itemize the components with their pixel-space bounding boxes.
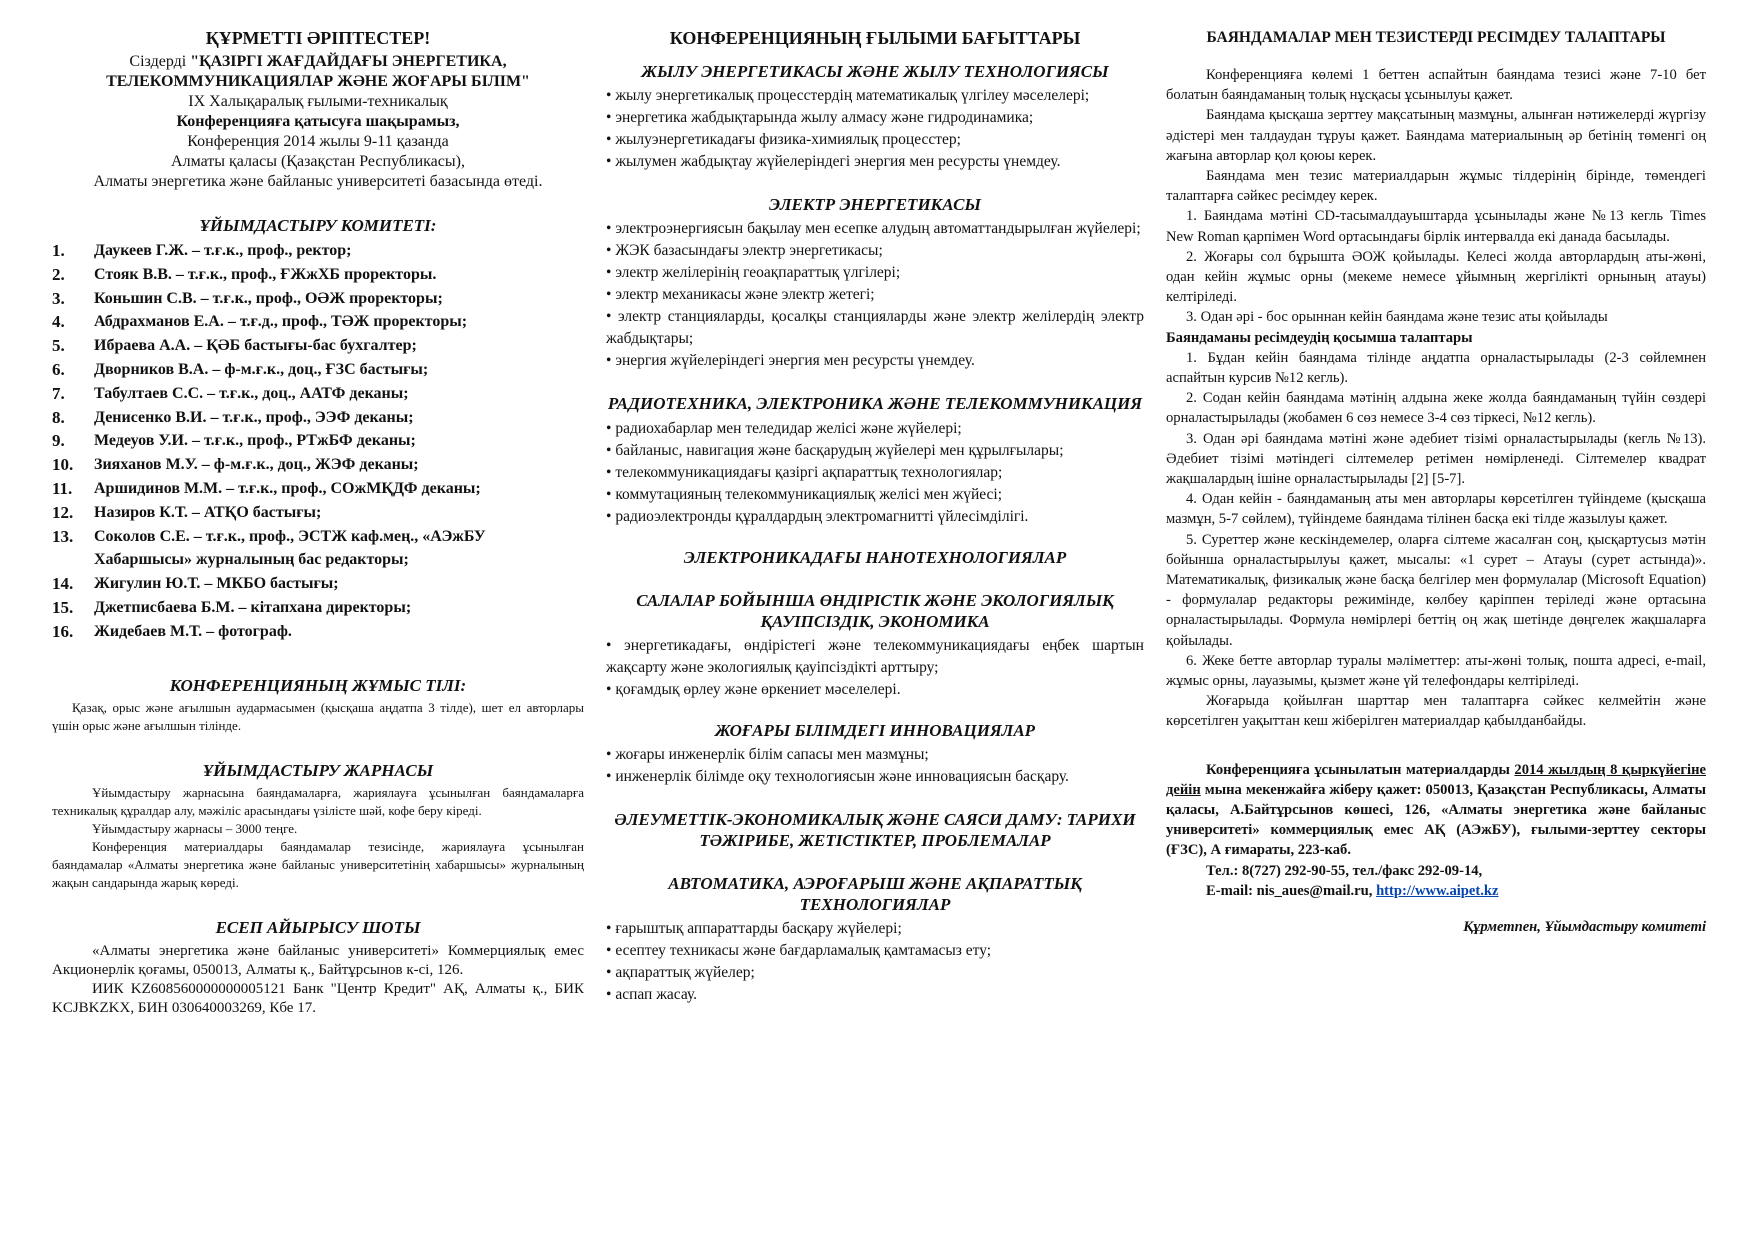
fee-title: ҰЙЫМДАСТЫРУ ЖАРНАСЫ xyxy=(202,760,434,780)
list-item: • радиохабарлар мен теледидар желісі және жүйелері; xyxy=(606,419,962,437)
fee-paragraph-3: Конференция материалдары баяндамалар тезисінде, жариялауға ұсынылған баяндамалар «Алматы энергетика және байланыс университетінің хабаршысы» журналының жақын сандарында жарық көреді. xyxy=(52,839,584,891)
requirement-item: 1. Баяндама мәтіні CD-тасымалдауыштарда ұсынылады және №13 кегль Times New Roman қарпімен Word ортасындағы бірлік интервалда екі данада басылады. xyxy=(1166,208,1706,245)
list-item: • электр механикасы және электр жетегі; xyxy=(606,286,875,304)
committee-list xyxy=(52,239,584,644)
committee-member: 5. Ибраева А.А. – ҚӘБ бастығы-бас бухгалтер; xyxy=(52,336,417,356)
contact-email: E-mail: nis_aues@mail.ru, http://www.aipet.kz xyxy=(1206,882,1499,899)
committee-member: 6. Дворников В.А. – ф-м.ғ.к., доц., ҒЗС бастығы; xyxy=(52,359,429,379)
fee-paragraph-2: Ұйымдастыру жарнасы – 3000 теңге. xyxy=(92,821,298,837)
extra-requirement-item: 4. Одан кейін - баяндаманың аты мен авторлары көрсетілген түйіндеме (қысқаша мазмұн, 5-7 сөйлем), түйіндеме баяндама тілінен басқа екі тілде жазылуы қажет. xyxy=(1166,491,1706,528)
committee-member: 8. Денисенко В.И. – т.ғ.к., проф., ЭЭФ деканы; xyxy=(52,407,414,427)
intro-line-3: ІХ Халықаралық ғылыми-техникалық xyxy=(188,92,448,110)
extra-requirements-title: Баяндаманы ресімдеудің қосымша талаптары xyxy=(1166,329,1473,346)
committee-member: 16. Жидебаев М.Т. – фотограф. xyxy=(52,621,292,641)
requirements-paragraph-3: Баяндама мен тезис материалдарын жұмыс тілдерінің бірінде, төмендегі талаптарға сәйкес ресімдеу керек. xyxy=(1166,167,1706,205)
intro-line-5: Конференция 2014 жылы 9-11 қазанда xyxy=(187,132,449,150)
extra-requirement-item: 3. Одан әрі баяндама мәтіні және әдебиет тізімі орналастырылады (кегль №13). Әдебиет тізімі мәтіндегі сілтемелер ретімен нөмірленеді. Сілтемелер квадрат жақшалардың ішіне орналастырылады [2] [5-7]. xyxy=(1166,430,1706,487)
committee-member: 13. Соколов С.Е. – т.ғ.к., проф., ЭСТЖ каф.мең., «АЭжБУ Хабаршысы» журналының бас редакторы; xyxy=(52,526,486,569)
requirements-title: БАЯНДАМАЛАР МЕН ТЕЗИСТЕРДІ РЕСІМДЕУ ТАЛАПТАРЫ xyxy=(1206,29,1666,46)
directions-title: КОНФЕРЕНЦИЯНЫҢ ҒЫЛЫМИ БАҒЫТТАРЫ xyxy=(669,28,1081,48)
closing-paragraph: Жоғарыда қойылған шарттар мен талаптарға сәйкес келмейтін және көрсетілген уақыттан кеш жіберілген материалдар қабылданбайды. xyxy=(1166,693,1706,730)
list-item: • электр желілерінің геоақпараттық үлгілері; xyxy=(606,264,901,282)
intro-line-7: Алматы энергетика және байланыс университеті базасында өтеді. xyxy=(93,172,543,190)
committee-member: 4. Абдрахманов Е.А. – т.ғ.д., проф., ТӘЖ проректоры; xyxy=(52,312,468,332)
committee-member: 11. Аршидинов М.М. – т.ғ.к., проф., СОжМҚДФ деканы; xyxy=(52,478,481,498)
committee-member: 7. Табултаев С.С. – т.ғ.к., доц., ААТФ деканы; xyxy=(52,383,409,403)
list-item: • жоғары инженерлік білім сапасы мен мазмұны; xyxy=(606,746,929,764)
section-title: ЖОҒАРЫ БІЛІМДЕГІ ИННОВАЦИЯЛАР xyxy=(714,720,1036,740)
section-title: ӘЛЕУМЕТТІК-ЭКОНОМИКАЛЫҚ ЖӘНЕ САЯСИ ДАМУ: ТАРИХИ ТӘЖІРИБЕ, ЖЕТІСТІКТЕР, ПРОБЛЕМАЛАР xyxy=(614,810,1136,850)
list-item: • қоғамдық өрлеу және өркениет мәселелері. xyxy=(606,680,901,698)
committee-member: 15. Джетписбаева Б.М. – кітапхана директоры; xyxy=(52,597,412,617)
column-middle xyxy=(606,28,1144,1006)
fee-paragraph-1: Ұйымдастыру жарнасына баяндамаларға, жариялауға ұсынылған баяндамаларға техникалық құралдар алу, мәжіліс арасындағы үзілісте шәй, кофе беру кіреді. xyxy=(52,785,584,819)
account-paragraph-2: ИИК KZ608560000000005121 Банк "Центр Кредит" АҚ, Алматы қ., БИК KCJBKZKX, БИН 030640003269, Кбе 17. xyxy=(52,980,584,1016)
requirement-item: 2. Жоғары сол бұрышта ӘОЖ қойылады. Келесі жолда авторлардың аты-жөні, одан кейін жұмыс орны (мекеме немесе ұйымның жергілікті орнының атауы) келтіріледі. xyxy=(1166,248,1706,306)
section-title: САЛАЛАР БОЙЫНША ӨНДІРІСТІК ЖӘНЕ ЭКОЛОГИЯЛЫҚ ҚАУІПСІЗДІК, ЭКОНОМИКА xyxy=(636,591,1114,631)
list-item: • ғарыштық аппараттарды басқару жүйелері; xyxy=(606,919,902,937)
greeting-title: ҚҰРМЕТТІ ӘРІПТЕСТЕР! xyxy=(205,28,431,48)
committee-member: 3. Коньшин С.В. – т.ғ.к., проф., ОӘЖ проректоры; xyxy=(52,288,443,308)
extra-requirement-item: 1. Бұдан кейін баяндама тілінде аңдатпа орналастырылады (2-3 сөйлемнен аспайтын курсив №12 кегль). xyxy=(1166,349,1706,386)
website-link[interactable]: http://www.aipet.kz xyxy=(1376,882,1499,899)
requirements-paragraph-1: Конференцияға көлемі 1 беттен аспайтын баяндама тезисі және 7-10 бет болатын баяндаманың толық нұсқасы ұсынылуы қажет. xyxy=(1166,66,1706,104)
section-title: РАДИОТЕХНИКА, ЭЛЕКТРОНИКА ЖӘНЕ ТЕЛЕКОММУНИКАЦИЯ xyxy=(607,394,1143,414)
signature: Құрметпен, Ұйымдастыру комитеті xyxy=(1463,919,1706,936)
committee-member: 1. Даукеев Г.Ж. – т.ғ.к., проф., ректор; xyxy=(52,240,352,260)
extra-requirement-item: 2. Содан кейін баяндама мәтінің алдына жеке жолда баяндаманың түйін сөздері орналастырылады (жобамен 6 сөз немесе 3-4 сөз тіркесі, №12 кегль). xyxy=(1166,390,1706,427)
list-item: • ақпараттық жүйелер; xyxy=(606,963,755,981)
account-paragraph-1: «Алматы энергетика және байланыс университеті» Коммерциялық емес Акционерлік қоғамы, 050013, Алматы қ., Байтұрсынов к-сі, 126. xyxy=(52,942,584,978)
committee-title: ҰЙЫМДАСТЫРУ КОМИТЕТІ: xyxy=(199,215,437,235)
list-item: • энергия жүйелеріндегі энергия мен ресурсты үнемдеу. xyxy=(606,352,975,370)
committee-member: 9. Медеуов У.И. – т.ғ.к., проф., РТжБФ деканы; xyxy=(52,431,416,451)
committee-member: 12. Назиров К.Т. – АТҚО бастығы; xyxy=(52,502,322,522)
list-item: • электроэнергиясын бақылау мен есепке алудың автоматтандырылған жүйелері; xyxy=(606,220,1141,238)
list-item: • аспап жасау. xyxy=(606,985,698,1003)
list-item: • коммутацияның телекоммуникациялық желісі мен жүйесі; xyxy=(606,485,1003,503)
list-item: • радиоэлектронды құралдардың электромагнитті үйлесімділігі. xyxy=(606,507,1029,525)
intro-line-6: Алматы қаласы (Қазақстан Республикасы), xyxy=(171,152,465,170)
deadline-paragraph: Конференцияға ұсынылатын материалдарды 2014 жылдың 8 қыркүйегіне дейін мына мекенжайға жіберу қажет: 050013, Қазақстан Республикасы, Алматы қаласы, А.Байтұрсынов көшесі, 126, «Алматы энергетика және байланыс университеті» коммерциялық емес АҚ (АЭжБУ), ғылыми-зерттеу секторы (ҒЗС), А ғимараты, 223-каб. xyxy=(1166,761,1706,859)
list-item: • есептеу техникасы және бағдарламалық қамтамасыз ету; xyxy=(606,941,992,959)
list-item: • ЖЭК базасындағы электр энергетикасы; xyxy=(606,242,883,260)
contact-phone: Тел.: 8(727) 292-90-55, тел./факс 292-09-14, xyxy=(1206,862,1483,879)
intro-line-2: ТЕЛЕКОММУНИКАЦИЯЛАР ЖӘНЕ ЖОҒАРЫ БІЛІМ" xyxy=(106,72,530,90)
section-title: ЭЛЕКТРОНИКАДАҒЫ НАНОТЕХНОЛОГИЯЛАР xyxy=(683,547,1067,567)
list-item: • жылу энергетикалық процесстердің математикалық үлгілеу мәселелері; xyxy=(606,86,1090,104)
list-item: • байланыс, навигация және басқарудың жүйелері мен құрылғылары; xyxy=(606,441,1064,459)
deadline-date: 2014 жылдың 8 қыркүйегіне дейін xyxy=(1166,761,1706,798)
language-text: Қазақ, орыс және ағылшын аудармасымен (қысқаша аңдатпа 3 тілде), шет ел авторлары үшін орыс және ағылшын тілінде. xyxy=(52,699,584,733)
extra-requirement-item: 5. Суреттер және кескіндемелер, оларға сілтеме жасалған соң, қысқартусыз мәтін бойынша орналастырылуы қажет, мысалы: «1 сурет – Атауы (сурет астында)». Математикалық, физикалық және басқа белгілер мен формулалар (Microsoft Equation) - формулалар редакторы режимінде, көлбеу қаріппен теріледі және ортасына орналастырылады. Формула нөмірлері беттің оң жақ шетінде дөңгелек жақшаларға қойылады. xyxy=(1166,531,1706,649)
list-item: • жылуэнергетикадағы физика-химиялық процесстер; xyxy=(606,130,961,148)
requirement-item: 3. Одан әрі - бос орыннан кейін баяндама және тезис аты қойылады xyxy=(1186,309,1608,326)
list-item: • энергетика жабдықтарында жылу алмасу және гидродинамика; xyxy=(606,108,1034,126)
account-title: ЕСЕП АЙЫРЫСУ ШОТЫ xyxy=(215,918,421,938)
section-title: ЖЫЛУ ЭНЕРГЕТИКАСЫ ЖӘНЕ ЖЫЛУ ТЕХНОЛОГИЯСЫ xyxy=(641,61,1109,81)
language-title: КОНФЕРЕНЦИЯНЫҢ ЖҰМЫС ТІЛІ: xyxy=(169,675,467,695)
list-item: • электр станцияларды, қосалқы станцияларды және электр желілердің электр жабдықтары; xyxy=(606,308,1144,348)
extra-requirement-item: 6. Жеке бетте авторлар туралы мәліметтер: аты-жөні толық, пошта адресі, e-mail, жұмыс орны, лауазымы, қызмет және үй телефондары келтіріледі. xyxy=(1166,652,1706,690)
intro-line-4: Конференцияға қатысуға шақырамыз, xyxy=(176,112,460,130)
list-item: • инженерлік білімде оқу технологиясын және инновацияcын басқару. xyxy=(606,768,1069,786)
committee-member: 14. Жигулин Ю.Т. – МКБО бастығы; xyxy=(52,574,339,594)
section-title: ЭЛЕКТР ЭНЕРГЕТИКАСЫ xyxy=(769,194,981,214)
requirements-paragraph-2: Баяндама қысқаша зерттеу мақсатының мазмұны, алынған нәтижелерді жүргізу әдістері мен талдаудан тұруы қажет. Баяндама материалының әр бетінің төменгі оң жағына авторлар қол қоюы керек. xyxy=(1166,107,1706,164)
column-right xyxy=(1166,28,1706,937)
committee-member: 2. Стояк В.В. – т.ғ.к., проф., ҒЖжХБ проректоры. xyxy=(52,264,437,284)
section-title: АВТОМАТИКА, АЭРОҒАРЫШ ЖӘНЕ АҚПАРАТТЫҚ ТЕХНОЛОГИЯЛАР xyxy=(668,874,1082,914)
list-item: • жылумен жабдықтау жүйелеріндегі энергия мен ресурсты үнемдеу. xyxy=(606,152,1061,170)
list-item: • энергетикадағы, өндірістегі және телекоммуникациядағы еңбек шартын жақсарту және экологиялық қауіпсіздікті арттыру; xyxy=(606,636,1144,676)
committee-member: 10. Зияханов М.У. – ф-м.ғ.к., доц., ЖЭФ деканы; xyxy=(52,455,419,475)
list-item: • телекоммуникациядағы қазіргі ақпараттық технологиялар; xyxy=(606,463,1003,481)
column-left xyxy=(52,28,584,1018)
intro-line-1: Сіздерді "ҚАЗІРГІ ЖАҒДАЙДАҒЫ ЭНЕРГЕТИКА, xyxy=(129,52,507,70)
